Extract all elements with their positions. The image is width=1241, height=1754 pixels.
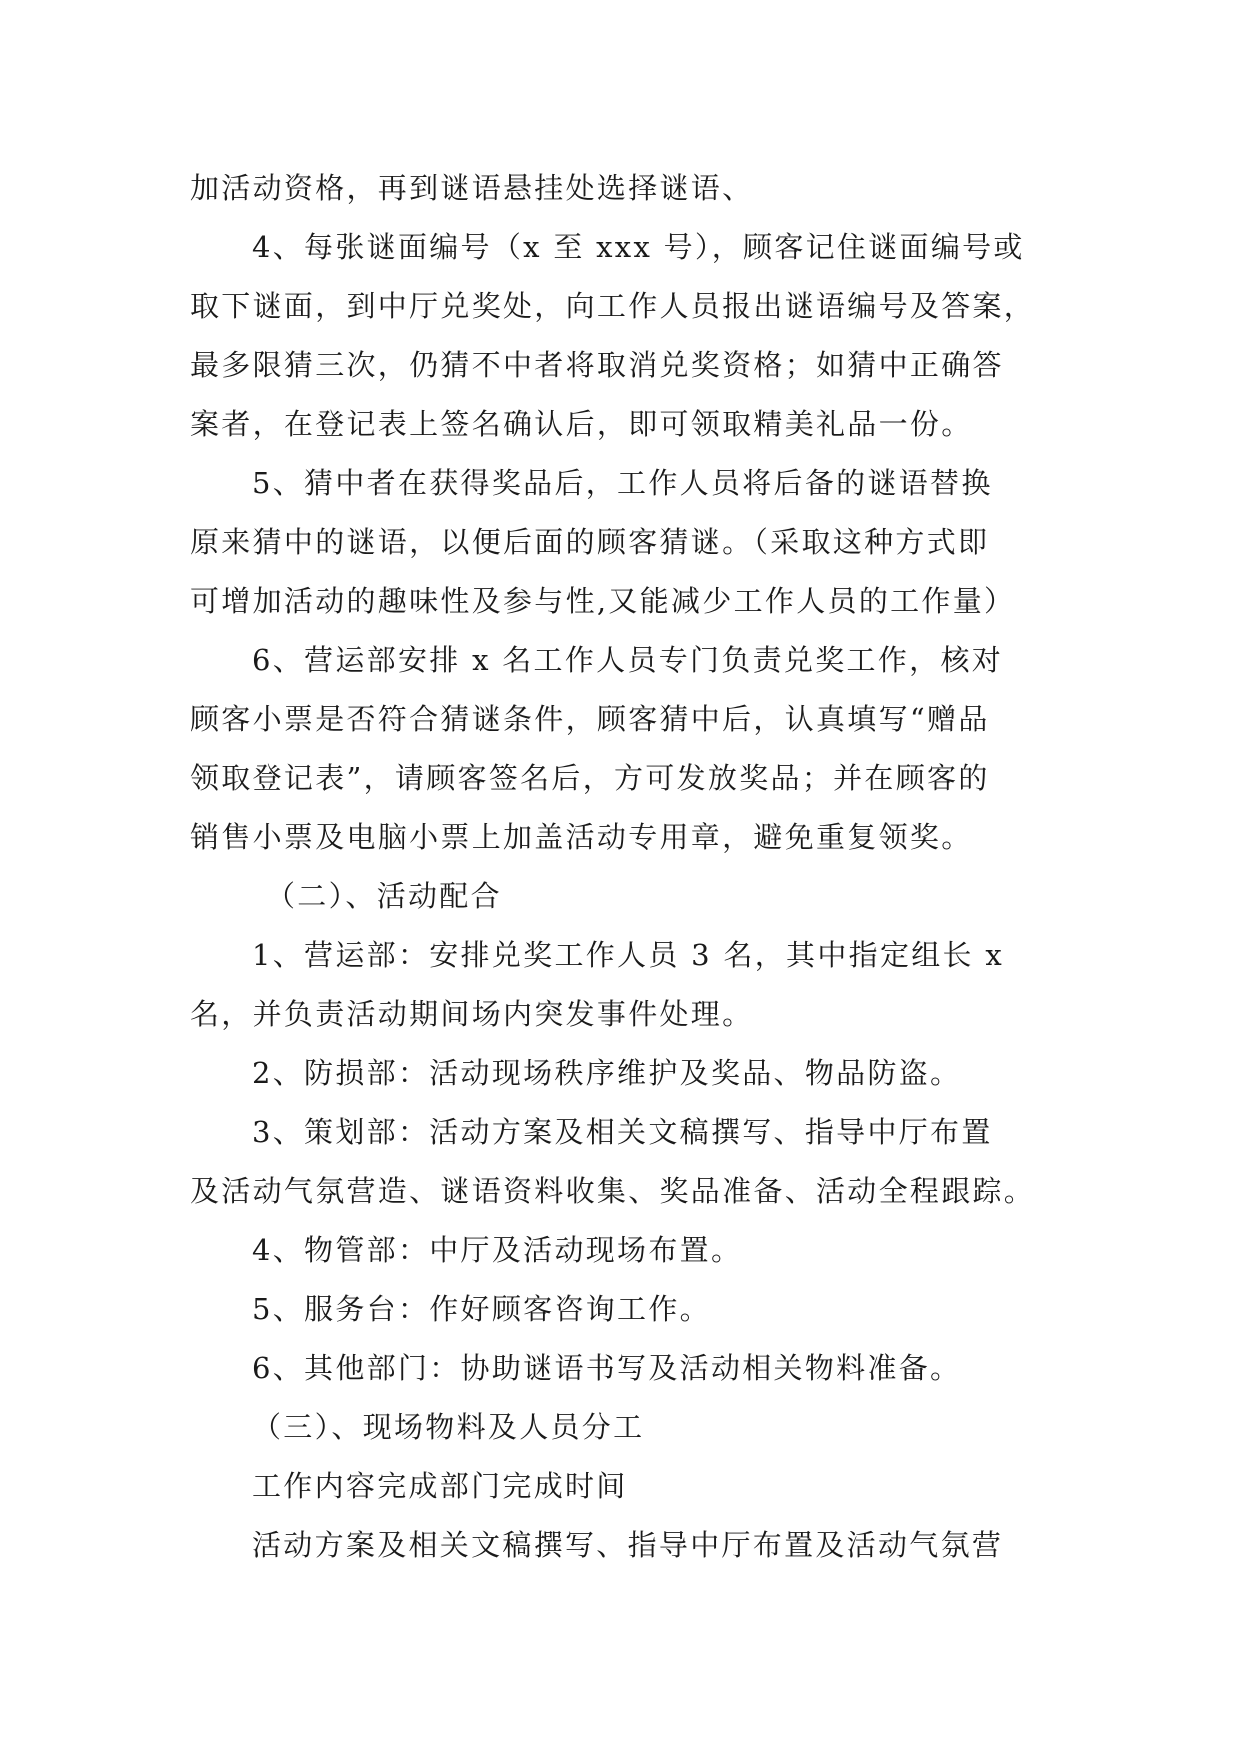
- text-line: 领取登记表”，请顾客签名后，方可发放奖品；并在顾客的: [190, 761, 990, 795]
- document-body: [190, 159, 1060, 1575]
- text-line: 案者，在登记表上签名确认后，即可领取精美礼品一份。: [190, 407, 973, 441]
- text-line: 可增加活动的趣味性及参与性,又能减少工作人员的工作量）: [190, 584, 1016, 618]
- text-line: 销售小票及电脑小票上加盖活动专用章，避免重复领奖。: [190, 820, 973, 854]
- text-line: 原来猜中的谜语，以便后面的顾客猜谜。（采取这种方式即: [190, 525, 990, 559]
- text-line: 及活动气氛营造、谜语资料收集、奖品准备、活动全程跟踪。: [190, 1174, 1036, 1208]
- text-line: 工作内容完成部门完成时间: [252, 1469, 628, 1503]
- text-line: 4、每张谜面编号（x 至 xxx 号），顾客记住谜面编号或: [252, 230, 1025, 264]
- text-line: （二）、活动配合: [266, 879, 502, 913]
- text-line: 活动方案及相关文稿撰写、指导中厅布置及活动气氛营: [252, 1528, 1004, 1562]
- text-line: 取下谜面，到中厅兑奖处，向工作人员报出谜语编号及答案，: [190, 289, 1036, 323]
- text-line: 1、营运部：安排兑奖工作人员 3 名，其中指定组长 x: [252, 938, 1005, 972]
- text-line: （三）、现场物料及人员分工: [252, 1410, 645, 1444]
- text-line: 2、防损部：活动现场秩序维护及奖品、物品防盗。: [252, 1056, 962, 1090]
- text-line: 名，并负责活动期间场内突发事件处理。: [190, 997, 754, 1031]
- text-line: 加活动资格，再到谜语悬挂处选择谜语、: [190, 171, 754, 205]
- text-line: 顾客小票是否符合猜谜条件，顾客猜中后，认真填写“赠品: [190, 702, 990, 736]
- text-line: 3、策划部：活动方案及相关文稿撰写、指导中厅布置: [252, 1115, 993, 1149]
- text-line: 5、服务台：作好顾客咨询工作。: [252, 1292, 711, 1326]
- text-line: 6、其他部门：协助谜语书写及活动相关物料准备。: [252, 1351, 962, 1385]
- text-line: 4、物管部：中厅及活动现场布置。: [252, 1233, 743, 1267]
- text-line: 6、营运部安排 x 名工作人员专门负责兑奖工作，核对: [252, 643, 1004, 677]
- text-line: 最多限猜三次，仍猜不中者将取消兑奖资格；如猜中正确答: [190, 348, 1004, 382]
- text-line: 5、猜中者在获得奖品后，工作人员将后备的谜语替换: [252, 466, 993, 500]
